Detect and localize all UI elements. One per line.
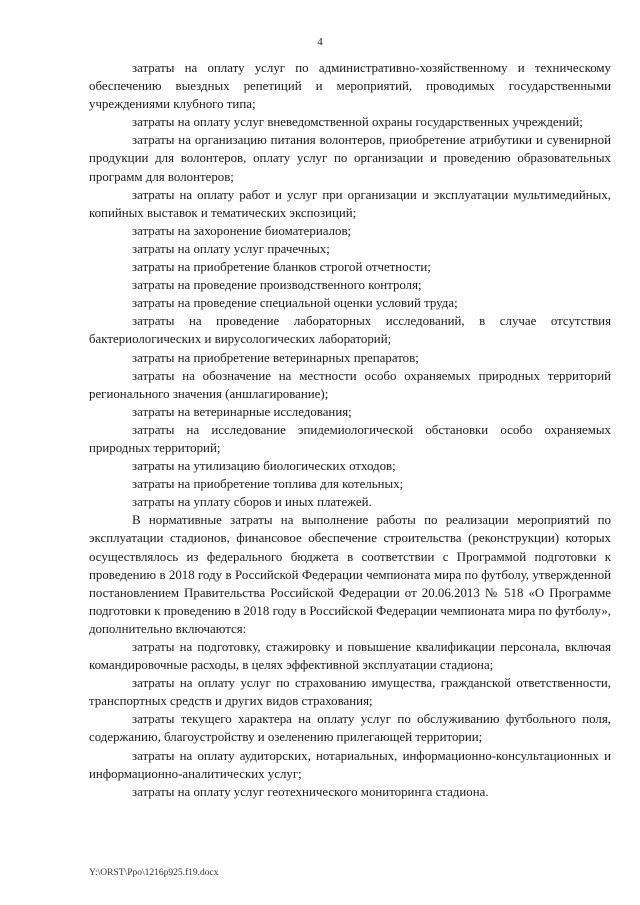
paragraph: затраты на уплату сборов и иных платежей. [132,495,372,510]
paragraph: затраты на организацию питания волонтеров, приобретение атрибутики и сувенирной продукции для волонтеров, оплату услуг по организации и проведению образовательных программ для волонтеров; [89,133,611,184]
paragraph: затраты на обозначение на местности особо охраняемых природных территорий регионального значения (аншлагирование); [89,368,611,401]
paragraph: затраты на подготовку, стажировку и повышение квалификации персонала, включая командировочные расходы, в целях эффективной эксплуатации стадиона; [89,640,611,673]
paragraph: затраты на исследование эпидемиологической обстановки особо охраняемых природных территорий; [89,422,611,455]
document-body [89,59,611,801]
paragraph: затраты на приобретение топлива для котельных; [132,477,404,492]
paragraph: затраты на оплату аудиторских, нотариальных, информационно-консультационных и информационно-аналитических услуг; [89,748,611,781]
paragraph: затраты на оплату услуг геотехнического мониторинга стадиона. [132,784,489,799]
paragraph: затраты на проведение производственного контроля; [132,278,422,293]
paragraph: В нормативные затраты на выполнение работы по реализации мероприятий по эксплуатации стадионов, финансовое обеспечение строительства (реконструкции) которых осуществлялось из федерального бюджета в соответствии с Программой подготовки к проведению в 2018 году в Российской Федерации чемпионата мира по футболу, утвержденной постановлением Правительства Российской Федерации от 20.06.2013 № 518 «О Программе подготовки к проведению в 2018 году в Российской Федерации чемпионата мира по футболу», дополнительно включаются: [89,513,611,636]
page-number: 4 [317,36,323,48]
paragraph: затраты текущего характера на оплату услуг по обслуживанию футбольного поля, содержанию, благоустройству и озеленению прилегающей территории; [89,712,611,745]
paragraph: затраты на проведение специальной оценки условий труда; [132,296,458,311]
paragraph: затраты на оплату работ и услуг при организации и эксплуатации мультимедийных, копийных выставок и тематических экспозиций; [89,187,611,220]
paragraph: затраты на приобретение ветеринарных препаратов; [132,350,419,365]
paragraph: затраты на оплату услуг вневедомственной охраны государственных учреждений; [132,115,583,130]
paragraph: затраты на оплату услуг прачечных; [132,241,330,256]
footer-file-path: Y:\ORST\Ppo\1216p925.f19.docx [89,868,219,878]
paragraph: затраты на проведение лабораторных исследований, в случае отсутствия бактериологических и вирусологических лабораторий; [89,314,611,347]
paragraph: затраты на приобретение бланков строгой отчетности; [132,260,431,275]
paragraph: затраты на утилизацию биологических отходов; [132,459,396,474]
paragraph: затраты на захоронение биоматериалов; [132,223,352,238]
paragraph: затраты на оплату услуг по административно-хозяйственному и техническому обеспечению выездных репетиций и мероприятий, проводимых государственными учреждениями клубного типа; [89,61,611,112]
paragraph: затраты на ветеринарные исследования; [132,404,352,419]
paragraph: затраты на оплату услуг по страхованию имущества, гражданской ответственности, транспортных средств и других видов страхования; [89,676,611,709]
